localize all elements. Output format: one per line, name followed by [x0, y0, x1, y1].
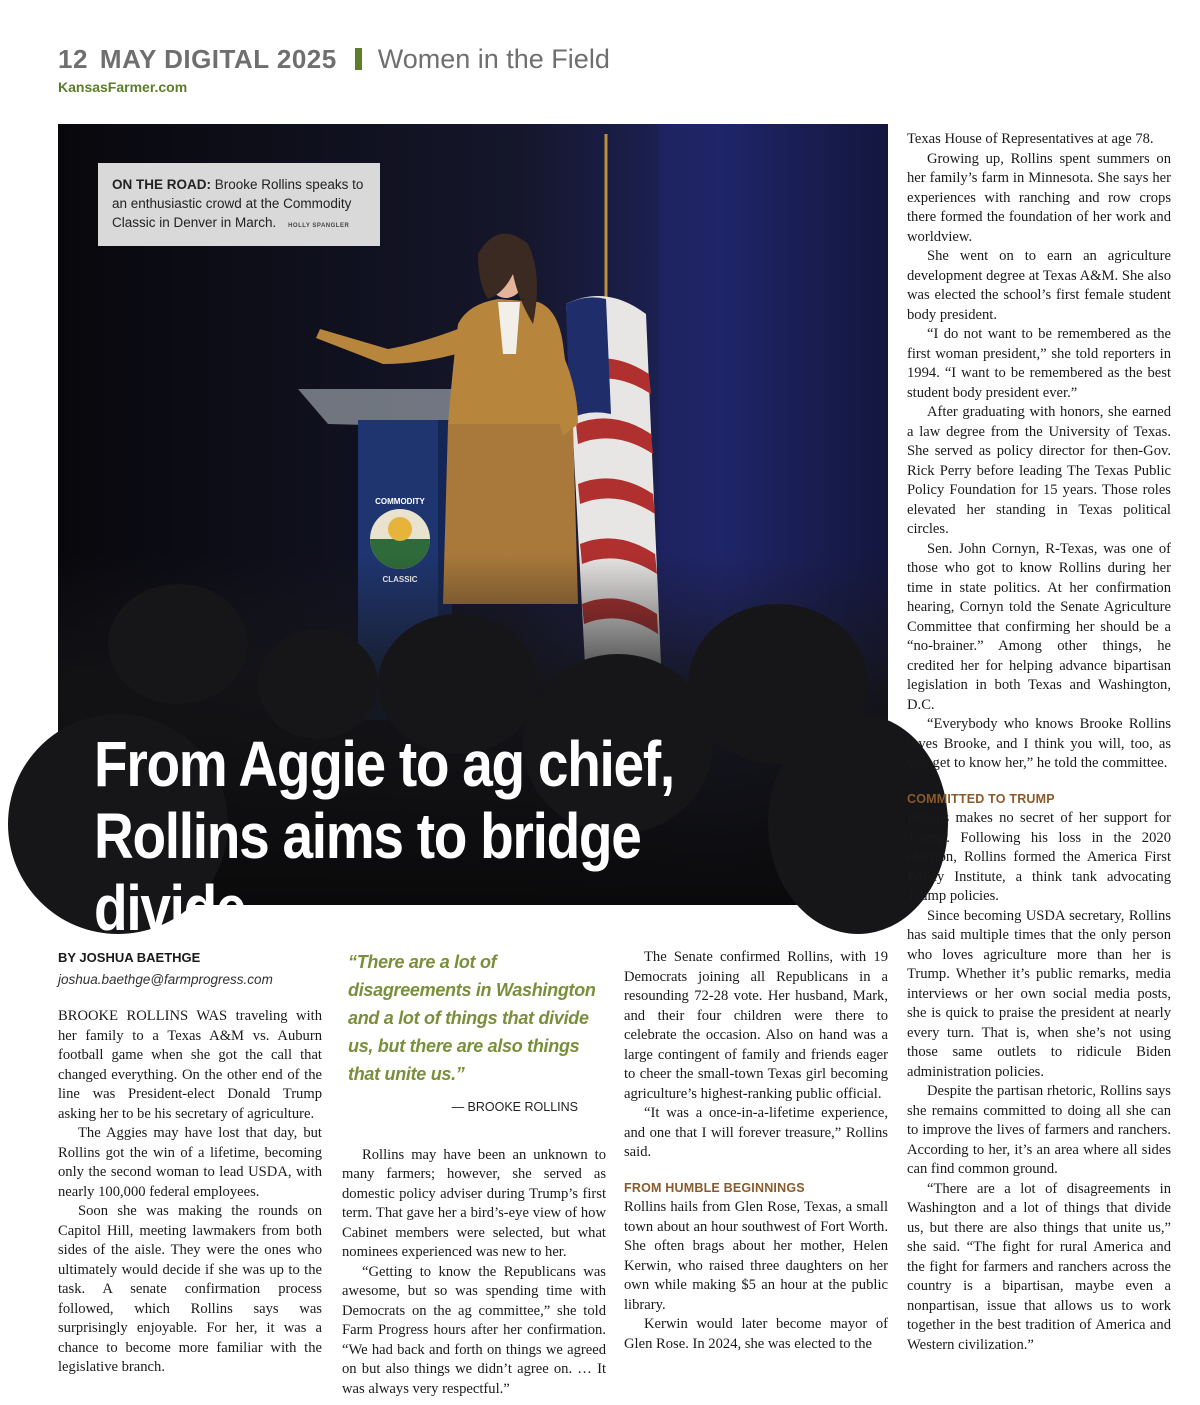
photo-credit: HOLLY SPANGLER	[288, 223, 350, 229]
lead-photo	[58, 124, 888, 944]
page-number: 12	[58, 44, 88, 74]
paragraph: Soon she was making the rounds on Capitol Hill, meeting lawmakers from both sides of the aisle. They were the ones who ultimately would decide if she was up to the task. A senate confirmation process followed, which Rollins says was surprisingly enjoyable. For her, it was a chance to become more familiar with the legislative branch.	[58, 1203, 322, 1375]
paragraph: “It was a once-in-a-lifetime experience, and one that I will forever treasure,” Rollins said.	[624, 1105, 888, 1160]
paragraph: The Aggies may have lost that day, but Rollins got the win of a lifetime, becoming only the second woman to lead USDA, with nearly 100,000 federal employees.	[58, 1125, 322, 1200]
paragraph: BROOKE ROLLINS WAS traveling with her family to a Texas A&M vs. Auburn football game when she got the call that changed everything. On the other end of the line was President-elect Donald Trump asking her to be his secretary of agriculture.	[58, 1008, 322, 1122]
paragraph: Since becoming USDA secretary, Rollins has said multiple times that the only person who loves agriculture more than her is Trump. Whether it’s public remarks, media interviews or her own social media posts, she is quick to praise the president at nearly every turn. That is, when she’s not using those same outlets to ridicule Biden administration policies.	[907, 907, 1171, 1080]
article-column-3	[624, 948, 888, 1354]
pull-quote-attribution: — BROOKE ROLLINS	[451, 1100, 578, 1114]
paragraph: “Everybody who knows Brooke Rollins loves Brooke, and I think you will, too, as you get to know her,” he told the committee.	[907, 716, 1171, 771]
article-column-2	[342, 948, 606, 1399]
paragraph: Rollins makes no secret of her support for Trump. Following his loss in the 2020 election, Rollins formed the America First Policy Institute, a think tank advocating Trump policies.	[907, 810, 1171, 904]
folio	[58, 44, 918, 75]
section-title: Women in the Field	[377, 44, 610, 74]
headline	[94, 728, 765, 944]
byline-author: BY JOSHUA BAETHGE	[58, 950, 201, 965]
podium-logo-top: COMMODITY	[375, 497, 425, 506]
article-column-1	[58, 948, 322, 1378]
site-name: KansasFarmer.com	[58, 79, 188, 95]
caption-text: Brooke Rollins speaks to an enthusiastic crowd at the Commodity Classic in Denver in March.	[112, 177, 364, 230]
paragraph: Rollins hails from Glen Rose, Texas, a small town about an hour southwest of Fort Worth. She often brags about her mother, Helen Kerwin, who raised three daughters on her own while making $5 an hour at the public library.	[624, 1199, 888, 1313]
article-column-4	[907, 130, 1171, 1355]
headline-line-1: From Aggie to ag chief,	[94, 728, 674, 800]
paragraph: The Senate confirmed Rollins, with 19 Democrats joining all Republicans in a resounding 72-28 vote. Her husband, Mark, and their four children were there to celebrate the occasion. Also on hand was a large contingent of family and friends eager to cheer the small-town Texas girl becoming agriculture’s highest-ranking public official.	[624, 949, 888, 1102]
paragraph: Kerwin would later become mayor of Glen Rose. In 2024, she was elected to the	[624, 1316, 888, 1352]
issue-label: MAY DIGITAL 2025	[99, 44, 337, 74]
pull-quote: “There are a lot of disagreements in Washington and a lot of things that divide us, but there are also things that unite us.”	[348, 952, 596, 1084]
paragraph: Despite the partisan rhetoric, Rollins says she remains committed to doing all she can to improve the lives of farmers and ranchers. According to her, it’s an area where all sides can find common ground.	[907, 1083, 1171, 1177]
paragraph: “Getting to know the Republicans was awesome, but so was spending time with Democrats on the ag committee,” she told Farm Progress hours after her confirmation. “We had back and forth on things we agreed on but also things we didn’t agree on. … It was always very respectful.”	[342, 1263, 606, 1397]
paragraph: She went on to earn an agriculture development degree at Texas A&M. She also was elected the school’s first female student body president.	[907, 248, 1171, 323]
photo-caption	[98, 163, 380, 246]
subhead-committed-to-trump: COMMITTED TO TRUMP	[907, 791, 1055, 806]
paragraph: “There are a lot of disagreements in Washington and a lot of things that divide us, but there are also things that unite us,” she said. “The fight for rural America and the fight for farmers and ranchers across the country is a bipartisan, maybe even a nonpartisan, issue that allows us to work together in the best tradition of America and Western civilization.”	[907, 1180, 1171, 1353]
paragraph: Sen. John Cornyn, R-Texas, was one of those who got to know Rollins during her time in state politics. At her confirmation hearing, Cornyn told the Senate Agriculture Committee that confirming her should be a “no-brainer.” Among other things, he credited her for helping advance bipartisan legislation in both Texas and Washington, D.C.	[907, 540, 1171, 713]
caption-label: ON THE ROAD:	[112, 177, 211, 192]
byline-email[interactable]: joshua.baethge@farmprogress.com	[58, 971, 273, 987]
subhead-humble-beginnings: FROM HUMBLE BEGINNINGS	[624, 1180, 805, 1195]
headline-line-2: Rollins aims to bridge divide	[94, 800, 641, 944]
folio-divider	[355, 48, 362, 70]
paragraph: Texas House of Representatives at age 78.	[907, 131, 1154, 147]
paragraph: Growing up, Rollins spent summers on her family’s farm in Minnesota. She says her experiences with ranching and row crops there formed the foundation of her work and worldview.	[907, 150, 1171, 245]
paragraph: Rollins may have been an unknown to many farmers; however, she served as domestic policy adviser during Trump’s first term. That gave her a bird’s-eye view of how Cabinet members were selected, but what nominees experienced was new to her.	[342, 1146, 606, 1260]
paragraph: After graduating with honors, she earned a law degree from the University of Texas. She served as policy director for then-Gov. Rick Perry before leading The Texas Public Policy Foundation for 15 years. Those roles elevated her standing in Texas political circles.	[907, 404, 1171, 537]
paragraph: “I do not want to be remembered as the first woman president,” she told reporters in 1994. “I want to be remembered as the best student body president ever.”	[907, 326, 1171, 401]
page-header	[58, 44, 918, 104]
